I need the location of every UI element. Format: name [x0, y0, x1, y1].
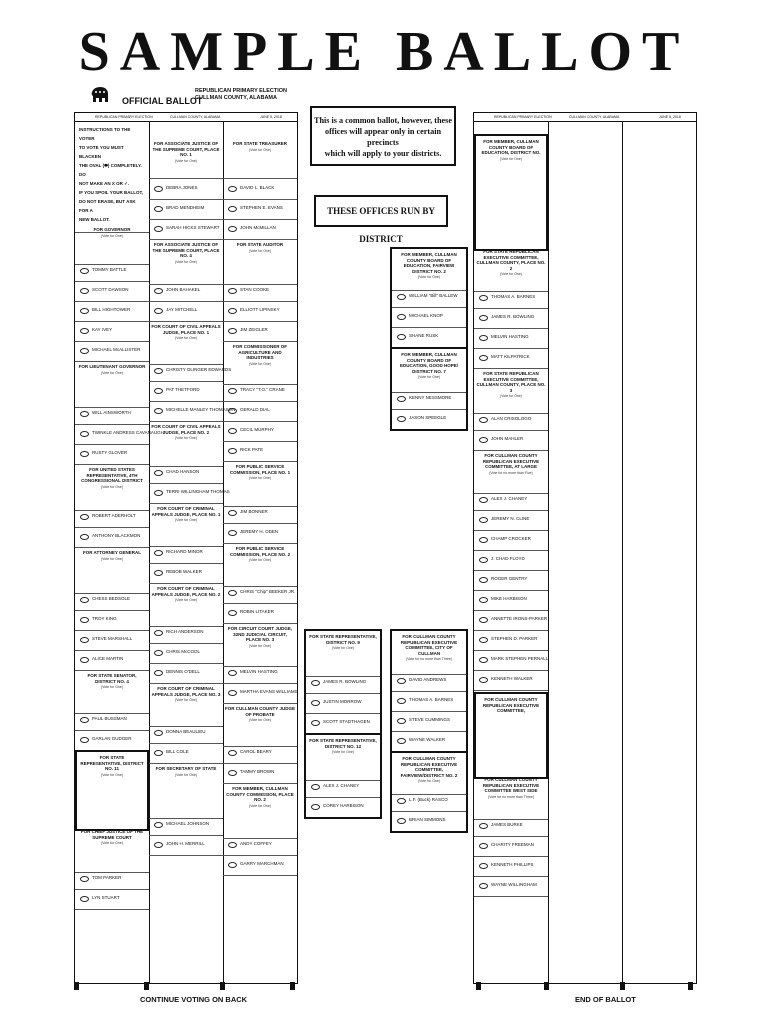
- candidate-row[interactable]: RICHARD MINOR: [149, 543, 223, 564]
- vote-oval[interactable]: [479, 637, 488, 643]
- district-header: THESE OFFICES RUN BY DISTRICT: [314, 195, 448, 227]
- office-associate-justice-4: FOR ASSOCIATE JUSTICE OF THE SUPREME COURT, PLACE NO. 4 (Vote for One): [149, 239, 223, 285]
- vote-oval[interactable]: [479, 577, 488, 583]
- candidate-row[interactable]: JOHN McMILLAN: [223, 219, 297, 240]
- vote-oval[interactable]: [311, 804, 320, 810]
- vote-oval[interactable]: [479, 883, 488, 889]
- official-ballot-label: OFFICIAL BALLOT: [122, 96, 203, 106]
- candidate-row[interactable]: MARK STEPHEN PERNALL: [474, 650, 548, 671]
- candidate-row[interactable]: MICHAEL McALLISTER: [75, 341, 149, 362]
- vote-oval[interactable]: [80, 288, 89, 294]
- office-civil-appeals-1: FOR COURT OF CIVIL APPEALS JUDGE, PLACE NO. 1 (Vote for One): [149, 321, 223, 365]
- vote-oval[interactable]: [154, 388, 163, 394]
- vote-oval[interactable]: [154, 308, 163, 314]
- candidate-row[interactable]: WILL AINSWORTH: [75, 404, 149, 425]
- candidate-row[interactable]: ALEX J. CHANEY: [474, 490, 548, 511]
- candidate-row[interactable]: DAVID ANDREWS: [392, 671, 466, 692]
- vote-oval[interactable]: [80, 514, 89, 520]
- candidate-row[interactable]: JAMES BURKE: [474, 816, 548, 837]
- candidate-row[interactable]: GERALD DIAL: [223, 401, 297, 422]
- candidate-row[interactable]: JAY MITCHELL: [149, 301, 223, 322]
- vote-oval[interactable]: [397, 738, 406, 744]
- candidate-row[interactable]: GARRY MARCHMAN: [223, 855, 297, 876]
- vote-oval[interactable]: [80, 876, 89, 882]
- vote-oval[interactable]: [228, 750, 237, 756]
- candidate-row[interactable]: JAMES R. BOWLING: [306, 673, 380, 694]
- vote-oval[interactable]: [397, 396, 406, 402]
- candidate-row[interactable]: MICHAEL JOHNSON: [149, 815, 223, 836]
- timing-mark: [544, 982, 549, 990]
- vote-oval[interactable]: [80, 328, 89, 334]
- ballot-column-6: [622, 121, 696, 983]
- vote-oval[interactable]: [228, 408, 237, 414]
- vote-oval[interactable]: [479, 517, 488, 523]
- district-notice: This is a common ballot, however, these offices will appear only in certain precincts which will apply to your districts.: [310, 106, 456, 166]
- candidate-row[interactable]: STAN COOKE: [223, 281, 297, 302]
- candidate-row[interactable]: KENNETH WALKER: [474, 670, 548, 691]
- vote-oval[interactable]: [397, 818, 406, 824]
- vote-oval[interactable]: [228, 510, 237, 516]
- voter-instructions: INSTRUCTIONS TO THE VOTER TO VOTE YOU MUST BLACKEN THE OVAL (⬬) COMPLETELY. DO NOT MAKE AN X OR ✓. IF YOU SPOIL YOUR BALLOT, DO NOT ERASE, BUT ASK FOR A NEW BALLOT.: [75, 121, 149, 233]
- office-crec: FOR CULLMAN COUNTY REPUBLICAN EXECUTIVE COMMITTEE,: [474, 692, 548, 779]
- office-header: FOR STATE REPRESENTATIVE, DISTRICT NO. 9 (Vote for One): [306, 631, 380, 677]
- ballot-column-5: [548, 121, 623, 983]
- ballot-column-2: [149, 121, 236, 983]
- vote-oval[interactable]: [154, 368, 163, 374]
- candidate-row[interactable]: JIM BONNER: [223, 503, 297, 524]
- candidate-row[interactable]: DENNIS O'DELL: [149, 663, 223, 684]
- vote-oval[interactable]: [311, 700, 320, 706]
- candidate-row[interactable]: KAY IVEY: [75, 321, 149, 342]
- vote-oval[interactable]: [311, 680, 320, 686]
- vote-oval[interactable]: [479, 557, 488, 563]
- office-associate-justice-1: FOR ASSOCIATE JUSTICE OF THE SUPREME COURT, PLACE NO. 1 (Vote for One): [149, 121, 223, 179]
- candidate-row[interactable]: ANTHONY BLACKMON: [75, 527, 149, 548]
- office-crec-west-side: FOR CULLMAN COUNTY REPUBLICAN EXECUTIVE COMMITTEE WEST SIDE (Vote for no more than Three): [474, 774, 548, 820]
- candidate-row[interactable]: JIM ZEIGLER: [223, 321, 297, 342]
- office-judge-of-probate: FOR CULLMAN COUNTY JUDGE OF PROBATE (Vote for One): [223, 703, 297, 747]
- vote-oval[interactable]: [479, 863, 488, 869]
- candidate-row[interactable]: MIKE HARBISON: [474, 590, 548, 611]
- candidate-row[interactable]: THOMAS A. BARNES: [392, 691, 466, 712]
- timing-mark: [220, 982, 225, 990]
- vote-oval[interactable]: [228, 670, 237, 676]
- vote-oval[interactable]: [228, 842, 237, 848]
- office-boe-top: FOR MEMBER, CULLMAN COUNTY BOARD OF EDUCATION, DISTRICT NO. (Vote for One): [474, 134, 548, 251]
- candidate-row[interactable]: JEREMY H. ODEN: [223, 523, 297, 544]
- vote-oval[interactable]: [154, 490, 163, 496]
- vote-oval[interactable]: [397, 678, 406, 684]
- candidate-row[interactable]: CAROL BEARY: [223, 743, 297, 764]
- candidate-row[interactable]: GARLAN GUDGER: [75, 730, 149, 751]
- vote-oval[interactable]: [228, 428, 237, 434]
- timing-mark: [144, 982, 149, 990]
- office-state-rep-12: FOR STATE REPRESENTATIVE, DISTRICT NO. 12 (Vote for One): [306, 733, 380, 781]
- vote-oval[interactable]: [479, 537, 488, 543]
- candidate-row[interactable]: TERRI WILLINGHAM THOMAS: [149, 483, 223, 504]
- candidate-row[interactable]: JOHN BAHAKEL: [149, 281, 223, 302]
- candidate-row[interactable]: RICK PATE: [223, 441, 297, 462]
- vote-oval[interactable]: [479, 295, 488, 301]
- vote-oval[interactable]: [154, 226, 163, 232]
- office-psc-2: FOR PUBLIC SERVICE COMMISSION, PLACE NO. 2 (Vote for One): [223, 543, 297, 587]
- office-srec-place-3: FOR STATE REPUBLICAN EXECUTIVE COMMITTEE, CULLMAN COUNTY, PLACE NO. 3 (Vote for One): [474, 368, 548, 414]
- timing-mark: [476, 982, 481, 990]
- office-srec-place-2: FOR STATE REPUBLICAN EXECUTIVE COMMITTEE, CULLMAN COUNTY, PLACE NO. 2 (Vote for One): [474, 246, 548, 292]
- office-commissioner-agriculture: FOR COMMISSIONER OF AGRICULTURE AND INDUSTRIES (Vote for One): [223, 341, 297, 385]
- candidate-row[interactable]: ANDY COFFEY: [223, 835, 297, 856]
- vote-oval[interactable]: [479, 597, 488, 603]
- vote-oval[interactable]: [397, 798, 406, 804]
- candidate-row[interactable]: SCOTT DAWSON: [75, 281, 149, 302]
- vote-oval[interactable]: [479, 417, 488, 423]
- vote-oval[interactable]: [154, 550, 163, 556]
- office-criminal-appeals-2: FOR COURT OF CRIMINAL APPEALS JUDGE, PLACE NO. 2 (Vote for One): [149, 583, 223, 627]
- vote-oval[interactable]: [154, 570, 163, 576]
- vote-oval[interactable]: [397, 314, 406, 320]
- candidate-row[interactable]: TOMMY BATTLE: [75, 261, 149, 282]
- office-header: FOR MEMBER, CULLMAN COUNTY BOARD OF EDUCATION, FAIRVIEW DISTRICT NO. 2 (Vote for One): [392, 249, 466, 291]
- office-crec-city-of-cullman: [390, 629, 468, 833]
- office-crec-fairview-2: FOR CULLMAN COUNTY REPUBLICAN EXECUTIVE COMMITTEE, FAIRVIEW/DISTRICT NO. 2 (Vote for One): [392, 751, 466, 795]
- office-psc-1: FOR PUBLIC SERVICE COMMISSION, PLACE NO. 1 (Vote for One): [223, 461, 297, 507]
- office-attorney-general: FOR ATTORNEY GENERAL (Vote for One): [75, 547, 149, 594]
- candidate-row[interactable]: RUSTY GLOVER: [75, 444, 149, 465]
- vote-oval[interactable]: [311, 784, 320, 790]
- candidate-row[interactable]: ANNETTE IRONS-PARKER: [474, 610, 548, 631]
- office-boe-district-2: [390, 247, 468, 431]
- vote-oval[interactable]: [479, 355, 488, 361]
- elephant-icon: [90, 86, 110, 104]
- office-civil-appeals-2: FOR COURT OF CIVIL APPEALS JUDGE, PLACE NO. 2 (Vote for One): [149, 421, 223, 467]
- vote-oval[interactable]: [228, 388, 237, 394]
- office-header: FOR CULLMAN COUNTY REPUBLICAN EXECUTIVE COMMITTEE, CITY OF CULLMAN (Vote for no more than Three): [392, 631, 466, 675]
- vote-oval[interactable]: [154, 206, 163, 212]
- vote-oval[interactable]: [154, 822, 163, 828]
- page-title: SAMPLE BALLOT: [78, 21, 690, 83]
- candidate-row[interactable]: ELLIOTT LIPINSKY: [223, 301, 297, 322]
- vote-oval[interactable]: [479, 677, 488, 683]
- office-state-auditor: FOR STATE AUDITOR (Vote for One): [223, 239, 297, 285]
- office-state-rep-9: [304, 629, 382, 819]
- candidate-row[interactable]: ROBIN LITAKER: [223, 603, 297, 624]
- candidate-row[interactable]: TAMMY BROWN: [223, 763, 297, 784]
- candidate-row[interactable]: STEVE MARSHALL: [75, 630, 149, 651]
- candidate-row[interactable]: ALAN CRISOLOGO: [474, 410, 548, 431]
- candidate-row[interactable]: ALICE MARTIN: [75, 650, 149, 671]
- office-chief-justice: FOR CHIEF JUSTICE OF THE SUPREME COURT (Vote for One): [75, 826, 149, 873]
- vote-oval[interactable]: [80, 451, 89, 457]
- candidate-row[interactable]: JEREMY N. CLINE: [474, 510, 548, 531]
- candidate-row[interactable]: MICHAEL KNOP: [392, 307, 466, 328]
- office-county-commission: FOR MEMBER, CULLMAN COUNTY COMMISSION, PLACE NO. 2 (Vote for One): [223, 783, 297, 839]
- candidate-row[interactable]: CECIL MURPHY: [223, 421, 297, 442]
- candidate-row[interactable]: KENNY NESSMORE: [392, 389, 466, 410]
- office-us-representative: FOR UNITED STATES REPRESENTATIVE, 4TH CONGRESSIONAL DISTRICT (Vote for One): [75, 464, 149, 511]
- candidate-row[interactable]: PAUL BUSSMAN: [75, 710, 149, 731]
- candidate-row[interactable]: STEPHEN D. PARKER: [474, 630, 548, 651]
- vote-oval[interactable]: [479, 497, 488, 503]
- office-criminal-appeals-3: FOR COURT OF CRIMINAL APPEALS JUDGE, PLACE NO. 3 (Vote for One): [149, 683, 223, 727]
- candidate-row[interactable]: STEVE CUMMINGS: [392, 711, 466, 732]
- vote-oval[interactable]: [80, 534, 89, 540]
- candidate-row[interactable]: JASON SPEEGLE: [392, 409, 466, 429]
- vote-oval[interactable]: [228, 206, 237, 212]
- candidate-row[interactable]: WILLIAM "Bill" BALLEW: [392, 287, 466, 308]
- vote-oval[interactable]: [397, 294, 406, 300]
- continue-voting-label: CONTINUE VOTING ON BACK: [140, 995, 248, 1004]
- candidate-row[interactable]: MATT KILPATRICK: [474, 348, 548, 369]
- election-header: REPUBLICAN PRIMARY ELECTION CULLMAN COUNTY, ALABAMA: [195, 88, 287, 101]
- candidate-row[interactable]: THOMAS A. BARNES: [474, 288, 548, 309]
- candidate-row[interactable]: CHRISTY OLINGER EDWARDS: [149, 361, 223, 382]
- vote-oval[interactable]: [479, 823, 488, 829]
- vote-oval[interactable]: [479, 657, 488, 663]
- vote-oval[interactable]: [154, 470, 163, 476]
- vote-oval[interactable]: [397, 698, 406, 704]
- vote-oval[interactable]: [311, 720, 320, 726]
- candidate-row[interactable]: LYN STUART: [75, 889, 149, 910]
- vote-oval[interactable]: [154, 842, 163, 848]
- candidate-row[interactable]: MARTHA EVANS WILLIAMS: [223, 683, 297, 704]
- vote-oval[interactable]: [228, 690, 237, 696]
- vote-oval[interactable]: [154, 408, 163, 414]
- vote-oval[interactable]: [479, 335, 488, 341]
- vote-oval[interactable]: [80, 597, 89, 603]
- vote-oval[interactable]: [397, 718, 406, 724]
- ballot-column-3: [223, 121, 297, 983]
- candidate-row[interactable]: BILL COLE: [149, 743, 223, 764]
- timing-mark: [620, 982, 625, 990]
- candidate-row[interactable]: TROY KING: [75, 610, 149, 631]
- vote-oval[interactable]: [80, 657, 89, 663]
- office-governor: FOR GOVERNOR (Vote for One): [75, 224, 149, 265]
- office-crec-at-large: FOR CULLMAN COUNTY REPUBLICAN EXECUTIVE COMMITTEE, AT LARGE (Vote for no more than Five): [474, 450, 548, 494]
- candidate-row[interactable]: KENNETH PHILLIPS: [474, 856, 548, 877]
- candidate-row[interactable]: CHAMP CROCKER: [474, 530, 548, 551]
- candidate-row[interactable]: RICH ANDERSON: [149, 623, 223, 644]
- office-state-treasurer: FOR STATE TREASURER (Vote for One): [223, 121, 297, 179]
- ballot-sheet-right: [473, 112, 697, 984]
- vote-oval[interactable]: [479, 315, 488, 321]
- vote-oval[interactable]: [154, 186, 163, 192]
- candidate-row[interactable]: L.F. (Buck) RASCO: [392, 791, 466, 812]
- vote-oval[interactable]: [228, 448, 237, 454]
- ballot-sheet-left: [74, 112, 298, 984]
- candidate-row[interactable]: ALEX J. CHANEY: [306, 777, 380, 798]
- ballot-strip: REPUBLICAN PRIMARY ELECTION CULLMAN COUNTY, ALABAMA JUNE 5, 2018: [75, 113, 297, 122]
- candidate-row[interactable]: DAVID L. BLACK: [223, 179, 297, 200]
- vote-oval[interactable]: [80, 268, 89, 274]
- candidate-row[interactable]: REBOB WALKER: [149, 563, 223, 584]
- vote-oval[interactable]: [154, 750, 163, 756]
- ballot-column-4: [474, 121, 549, 983]
- candidate-row[interactable]: ROBERT ADERHOLT: [75, 507, 149, 528]
- vote-oval[interactable]: [80, 637, 89, 643]
- candidate-row[interactable]: TOM PARKER: [75, 869, 149, 890]
- candidate-row[interactable]: MELVIN HASTING: [474, 328, 548, 349]
- vote-oval[interactable]: [228, 610, 237, 616]
- office-secretary-of-state: FOR SECRETARY OF STATE (Vote for One): [149, 763, 223, 819]
- end-of-ballot-label: END OF BALLOT: [575, 995, 636, 1004]
- vote-oval[interactable]: [80, 308, 89, 314]
- vote-oval[interactable]: [228, 770, 237, 776]
- vote-oval[interactable]: [228, 328, 237, 334]
- vote-oval[interactable]: [228, 308, 237, 314]
- vote-oval[interactable]: [397, 334, 406, 340]
- vote-oval[interactable]: [228, 186, 237, 192]
- candidate-row[interactable]: SARAH HICKS STEWART: [149, 219, 223, 240]
- vote-oval[interactable]: [479, 437, 488, 443]
- vote-oval[interactable]: [80, 717, 89, 723]
- vote-oval[interactable]: [479, 843, 488, 849]
- vote-oval[interactable]: [154, 730, 163, 736]
- vote-oval[interactable]: [228, 226, 237, 232]
- candidate-row[interactable]: MELVIN HASTING: [223, 663, 297, 684]
- candidate-row[interactable]: DONNA BEAULIEU: [149, 723, 223, 744]
- candidate-row[interactable]: J. CHAD FLOYD: [474, 550, 548, 571]
- candidate-row[interactable]: JOHN H. MERRILL: [149, 835, 223, 856]
- candidate-row[interactable]: JUSTIN MORROW: [306, 693, 380, 714]
- office-criminal-appeals-1: FOR COURT OF CRIMINAL APPEALS JUDGE, PLACE NO. 1 (Vote for One): [149, 503, 223, 547]
- candidate-row[interactable]: CHARITY FREEMAN: [474, 836, 548, 857]
- candidate-row[interactable]: STEPHEN E. EVANS: [223, 199, 297, 220]
- vote-oval[interactable]: [228, 590, 237, 596]
- candidate-row[interactable]: WAYNE WILLINGHAM: [474, 876, 548, 897]
- candidate-row[interactable]: WAYNE WALKER: [392, 731, 466, 752]
- candidate-row[interactable]: BRIAN SIMMONS: [392, 811, 466, 831]
- office-state-rep-11: FOR STATE REPRESENTATIVE, DISTRICT NO. 11 (Vote for One): [75, 750, 149, 831]
- candidate-row[interactable]: COREY HARBISON: [306, 797, 380, 817]
- candidate-row[interactable]: BILL HIGHTOWER: [75, 301, 149, 322]
- vote-oval[interactable]: [80, 348, 89, 354]
- candidate-row[interactable]: JOHN MAHLER: [474, 430, 548, 451]
- candidate-row[interactable]: SHANE RUSK: [392, 327, 466, 348]
- ballot-strip: REPUBLICAN PRIMARY ELECTION CULLMAN COUNTY, ALABAMA JUNE 5, 2018: [474, 113, 696, 122]
- vote-oval[interactable]: [80, 737, 89, 743]
- candidate-row[interactable]: CHRIS "Chip" BEEKER JR.: [223, 583, 297, 604]
- vote-oval[interactable]: [154, 630, 163, 636]
- vote-oval[interactable]: [228, 530, 237, 536]
- vote-oval[interactable]: [228, 862, 237, 868]
- candidate-row[interactable]: CHRIS McCOOL: [149, 643, 223, 664]
- candidate-row[interactable]: SCOTT STADTHAGEN: [306, 713, 380, 734]
- timing-mark: [74, 982, 79, 990]
- candidate-row[interactable]: DEBRA JONES: [149, 179, 223, 200]
- vote-oval[interactable]: [228, 288, 237, 294]
- vote-oval[interactable]: [80, 617, 89, 623]
- vote-oval[interactable]: [80, 896, 89, 902]
- timing-mark: [688, 982, 693, 990]
- office-lieutenant-governor: FOR LIEUTENANT GOVERNOR (Vote for One): [75, 361, 149, 408]
- candidate-row[interactable]: TRACY "T.O." CRANE: [223, 381, 297, 402]
- vote-oval[interactable]: [479, 617, 488, 623]
- candidate-row[interactable]: ROGER GENTRY: [474, 570, 548, 591]
- vote-oval[interactable]: [154, 670, 163, 676]
- candidate-row[interactable]: TWINKLE ANDRESS CAVANAUGH: [75, 424, 149, 445]
- candidate-row[interactable]: PAT THETFORD: [149, 381, 223, 402]
- office-circuit-judge: FOR CIRCUIT COURT JUDGE, 32ND JUDICIAL CIRCUIT, PLACE NO. 3 (Vote for One): [223, 623, 297, 667]
- timing-mark: [290, 982, 295, 990]
- candidate-row[interactable]: BRAD MENDHEIM: [149, 199, 223, 220]
- candidate-row[interactable]: JAMES R. BOWLING: [474, 308, 548, 329]
- candidate-row[interactable]: CHAD HANSON: [149, 463, 223, 484]
- ballot-column-1: [75, 121, 164, 983]
- candidate-row[interactable]: CHESS BEDSOLE: [75, 590, 149, 611]
- vote-oval[interactable]: [154, 288, 163, 294]
- vote-oval[interactable]: [397, 416, 406, 422]
- vote-oval[interactable]: [154, 650, 163, 656]
- vote-oval[interactable]: [80, 411, 89, 417]
- office-boe-district-7: FOR MEMBER, CULLMAN COUNTY BOARD OF EDUCATION, GOOD HOPE/ DISTRICT NO. 7 (Vote for One): [392, 347, 466, 393]
- office-state-senator: FOR STATE SENATOR, DISTRICT NO. 4 (Vote for One): [75, 670, 149, 714]
- vote-oval[interactable]: [80, 431, 89, 437]
- candidate-row[interactable]: MICHELLE MANLEY THOMASON: [149, 401, 223, 422]
